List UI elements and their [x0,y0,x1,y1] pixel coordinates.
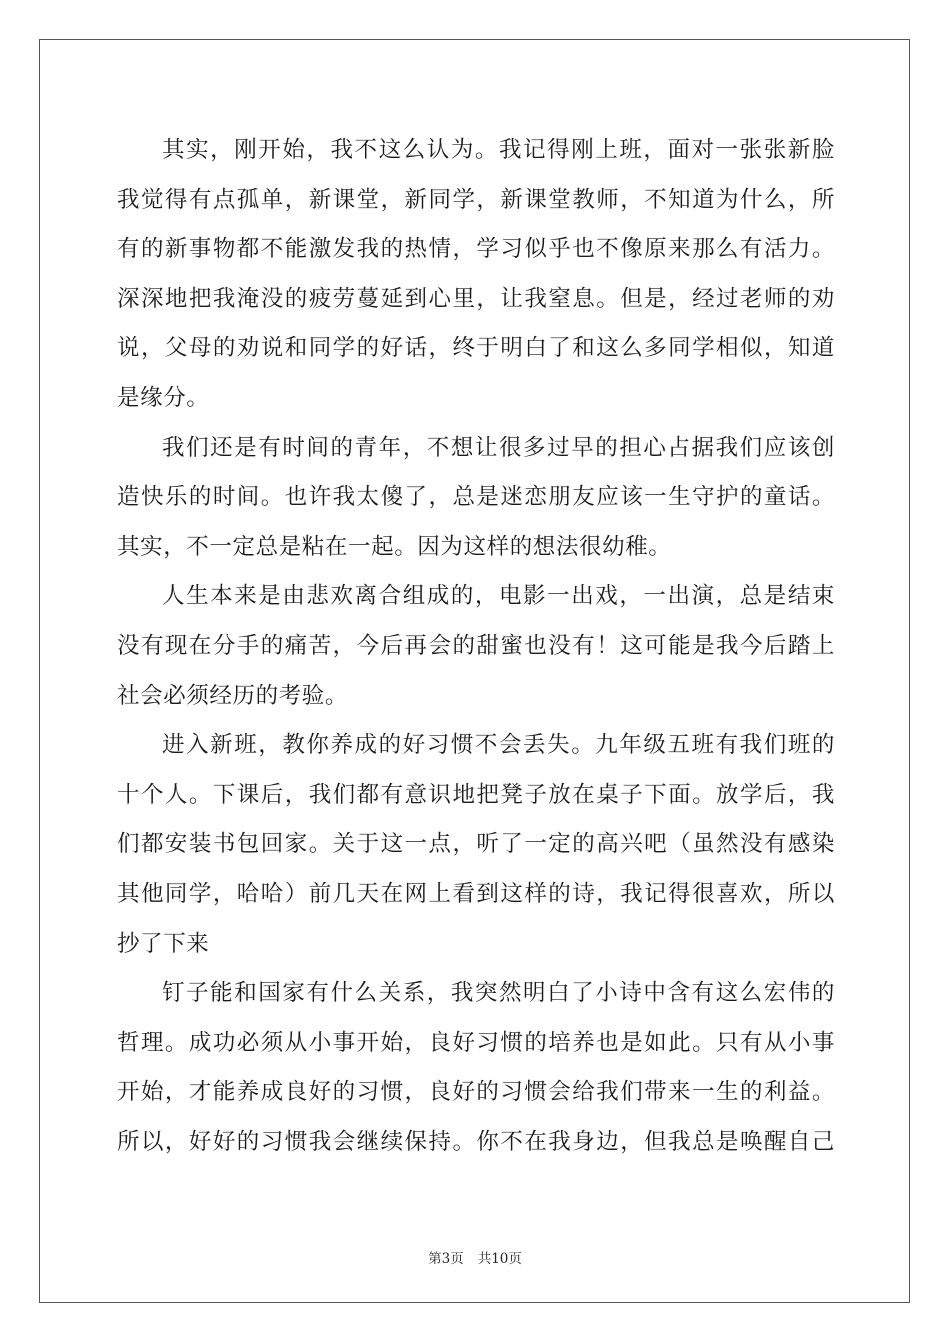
text-line: 深深地把我淹没的疲劳蔓延到心里，让我窒息。但是，经过老师的劝 [117,285,835,312]
paragraph [117,721,835,969]
page-number: 第3页 [428,1251,464,1267]
text-line: 我们还是有时间的青年，不想让很多过早的担心占据我们应该创 [162,434,835,461]
text-line: 人生本来是由悲欢离合组成的，电影一出戏，一出演，总是结束 [162,583,835,610]
text-line: 是缘分。 [117,384,210,411]
text-line: 进入新班，教你养成的好习惯不会丢失。九年级五班有我们班的 [162,732,835,759]
paragraph [117,969,835,1167]
text-line: 抄了下来 [117,930,210,957]
text-line: 其实，不一定总是粘在一起。因为这样的想法很幼稚。 [117,533,672,560]
text-line: 社会必须经历的考验。 [117,682,349,709]
document-body [117,126,835,1167]
text-line: 开始，才能养成良好的习惯，良好的习惯会给我们带来一生的利益。 [117,1079,835,1106]
page-total: 共10页 [477,1251,522,1267]
text-line: 其实，刚开始，我不这么认为。我记得刚上班，面对一张张新脸 [162,137,835,163]
text-line: 造快乐的时间。也许我太傻了，总是迷恋朋友应该一生守护的童话。 [117,484,835,511]
text-line: 没有现在分手的痛苦，今后再会的甜蜜也没有！这可能是我今后踏上 [117,632,835,659]
text-line: 哲理。成功必须从小事开始，良好习惯的培养也是如此。只有从小事 [117,1029,835,1056]
paragraph [117,424,835,573]
text-line: 我觉得有点孤单，新课堂，新同学，新课堂教师，不知道为什么，所 [117,186,835,213]
page-footer [0,1247,950,1267]
text-line: 们都安装书包回家。关于这一点，听了一定的高兴吧（虽然没有感染 [117,831,835,858]
text-line: 钉子能和国家有什么关系，我突然明白了小诗中含有这么宏伟的 [162,980,835,1007]
text-line: 说，父母的劝说和同学的好话，终于明白了和这么多同学相似，知道 [117,335,835,362]
paragraph [117,572,835,721]
text-line: 有的新事物都不能激发我的热情，学习似乎也不像原来那么有活力。 [117,236,835,263]
text-line: 所以，好好的习惯我会继续保持。你不在我身边，但我总是唤醒自己 [117,1128,835,1155]
text-line: 十个人。下课后，我们都有意识地把凳子放在桌子下面。放学后，我 [117,781,835,808]
paragraph [117,126,835,424]
text-line: 其他同学，哈哈）前几天在网上看到这样的诗，我记得很喜欢，所以 [117,880,835,907]
